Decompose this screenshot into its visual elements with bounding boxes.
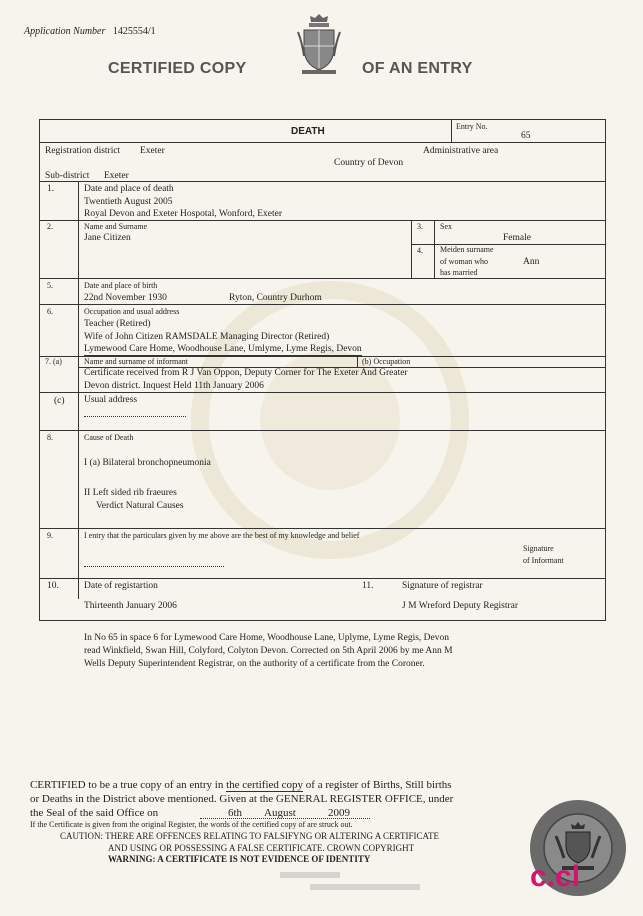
registration-district-value: Exeter [140,146,165,156]
application-number [24,26,156,37]
certification-line-1 [30,779,452,791]
registration-date-label: Date of registartion [84,581,158,591]
field-2-label: Name and Surname [84,222,148,231]
field-7a-number: 7. (a) [45,357,62,366]
maiden-surname-label-2: of woman who [440,257,488,266]
cause-of-death-2: II Left sided rib fraeures [84,488,177,498]
certification-year: 2009 [328,807,350,819]
informant-label: Name and surname of informant [84,357,188,366]
verdict: Verdict Natural Causes [96,501,184,511]
sex-value: Female [503,233,531,243]
field-5-number: 5. [47,281,53,290]
entry-title: DEATH [291,126,325,137]
maiden-surname-value: Ann [523,257,540,267]
application-number-value: 1425554/1 [112,26,156,37]
certification-month: August [264,807,296,819]
place-of-death: Royal Devon and Exeter Hospotal, Wonford, Exeter [84,209,282,219]
faded-overprint [280,868,480,898]
field-5-label: Date and place of birth [84,281,158,290]
certification-text-1b: the certified copy [226,779,304,791]
correction-note-line-2: read Winkfield, Swan Hill, Colyford, Colyton Devon. Corrected on 5th April 2006 by me Ann M [84,646,453,656]
registration-district-label: Registration district [45,146,121,156]
field-6-number: 6. [47,307,53,316]
informant-line-1: Certificate received from R J Van Oppon, Deputy Corner for The Exeter And Greater [84,368,408,378]
sub-district-label: Sub-district [45,171,90,181]
field-6-label: Occupation and usual address [84,307,180,316]
informant-occupation-label: (b) Occupation [362,357,411,366]
certification-note: If the Certificate is given from the original Register, the words of the certified copy of are struck out. [30,820,353,829]
date-of-death: Twentieth August 2005 [84,197,173,207]
certification-line-2: or Deaths in the District above mentioned. Given at the GENERAL REGISTER OFFICE, under [30,793,454,805]
field-1-label: Date and place of death [84,184,174,194]
registrar-signature-label: Signature of registrar [402,581,483,591]
field-1-number: 1. [47,184,55,194]
field-11-number: 11. [362,581,374,591]
cause-of-death-1: I (a) Bilateral bronchopneumonia [84,458,211,468]
application-number-label: Application Number [24,26,106,37]
sex-label: Sex [440,222,452,231]
royal-crest-icon [296,12,342,76]
field-10-number: 10. [47,581,59,591]
entry-no-label: Entry No. [456,122,488,131]
informant-line-2: Devon district. Inquest Held 11th January 2006 [84,381,264,391]
field-7c-number: (c) [54,396,65,406]
correction-note-line-3: Wells Deputy Superintendent Registrar, on the authority of a certificate from the Coroner. [84,659,425,669]
caution-line-1: CAUTION: THERE ARE OFFENCES RELATING TO FALSIFYNG OR ALTERING A CERTIFICATE [60,831,439,841]
certification-text-1a: CERTIFIED to be a true copy of an entry in [30,779,227,791]
spouse-details: Wife of John Citizen RAMSDALE Managing Director (Retired) [84,332,330,342]
correction-note-line-1: In No 65 in space 6 for Lymewood Care Home, Woodhouse Lane, Uplyme, Lyme Regis, Devon [84,633,449,643]
entry-no-value: 65 [521,131,531,141]
maiden-surname-label-3: has married [440,268,478,277]
certification-line-3: the Seal of the said Office on [30,807,159,819]
usual-address: Lymewood Care Home, Woodhouse Lane, Umlyme, Lyme Regis, Devon [84,344,362,354]
warning-line: WARNING: A CERTIFICATE IS NOT EVIDENCE OF IDENTITY [108,854,371,864]
place-of-birth: Ryton, Country Durhom [229,293,322,303]
informant-signature-label-1: Signature [523,544,554,553]
informant-signature-label-2: of Informant [523,556,564,565]
of-an-entry-heading: OF AN ENTRY [362,60,473,77]
informant-statement: I entry that the particulars given by me above are the best of my knowledge and belief [84,531,360,540]
sub-district-value: Exeter [104,171,129,181]
registration-date-value: Thirteenth January 2006 [84,601,177,611]
caution-line-2: AND USING OR POSSESSING A FALSE CERTIFICATE. CROWN COPYRIGHT [108,843,415,853]
certification-day: 6th [228,807,243,819]
date-of-birth: 22nd November 1930 [84,293,167,303]
maiden-surname-label-1: Meiden surname [440,245,494,254]
field-2-number: 2. [47,222,53,231]
field-9-number: 9. [47,531,53,540]
certified-copy-heading: CERTIFIED COPY [108,60,247,77]
registrar-signature-value: J M Wreford Deputy Registrar [402,601,519,611]
field-3-number: 3. [417,222,423,231]
informant-address-label: Usual address [84,395,138,405]
certification-text-1c: of a register of Births, Still births [303,779,452,791]
cause-of-death-label: Cause of Death [84,433,134,442]
field-4-number: 4. [417,246,423,255]
field-8-number: 8. [47,433,53,442]
administrative-area-value: Country of Devon [334,158,404,168]
deceased-name: Jane Citizen [84,233,131,243]
corner-stamp: c.cl [530,860,581,893]
occupation: Teacher (Retired) [84,319,151,329]
administrative-area-label: Administrative area [423,146,499,156]
